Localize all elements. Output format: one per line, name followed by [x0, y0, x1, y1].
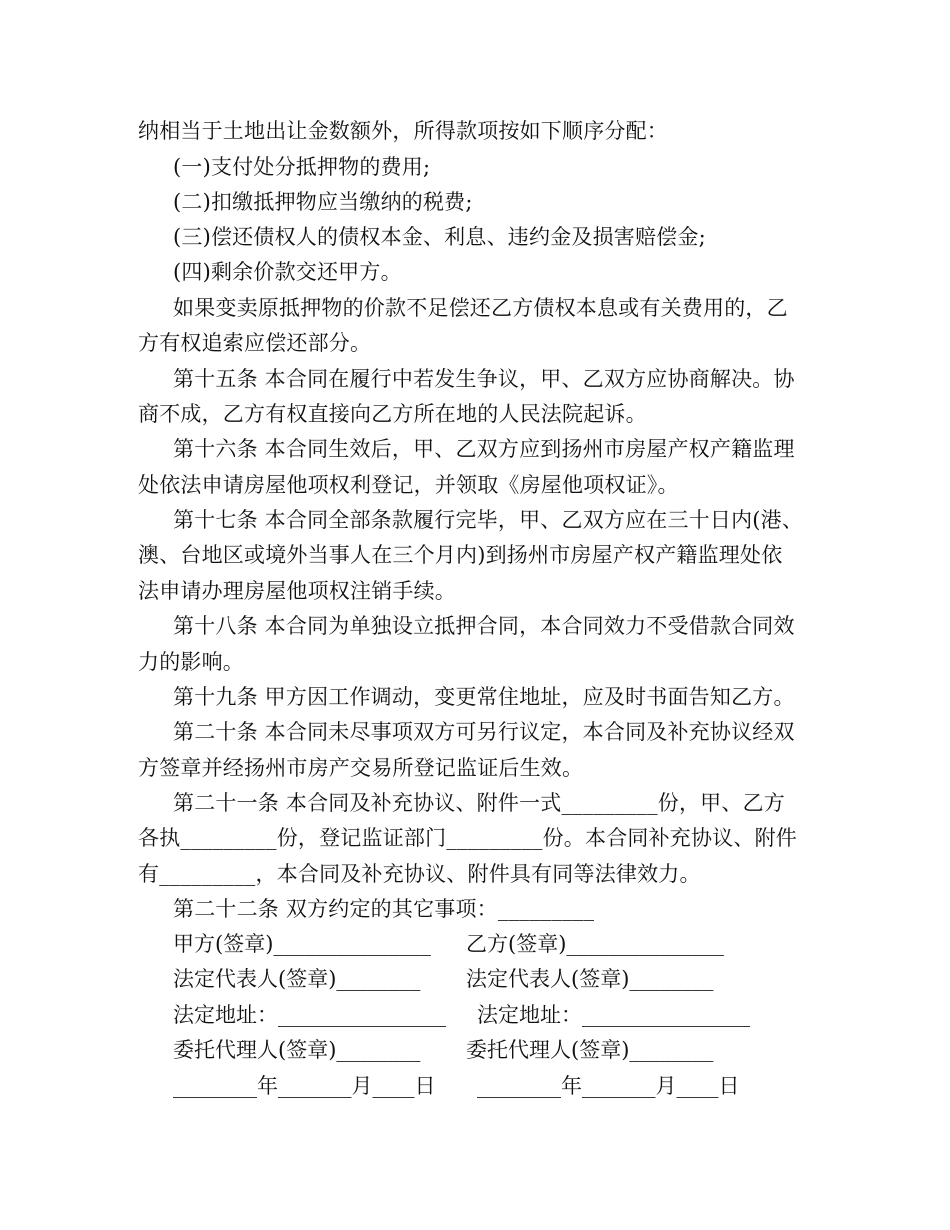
text-line: 如果变卖原抵押物的价款不足偿还乙方债权本息或有关费用的，乙: [173, 296, 788, 320]
text-line: 第二十条 本合同未尽事项双方可另行议定，本合同及补充协议经双: [173, 720, 795, 744]
legal-address-a-line: 法定地址：________________: [173, 1003, 446, 1027]
text-line: (三)偿还债权人的债权本金、利息、违约金及损害赔偿金;: [173, 225, 706, 249]
text-line: (四)剩余价款交还甲方。: [173, 260, 402, 284]
date-a-line: ________年_______月____日: [173, 1074, 436, 1098]
legal-rep-a-signature-line: 法定代表人(签章)________: [173, 967, 421, 991]
text-line: 纳相当于土地出让金数额外，所得款项按如下顺序分配：: [138, 119, 668, 143]
text-line: 有_________，本合同及补充协议、附件具有同等法律效力。: [138, 862, 701, 886]
text-line: 第十六条 本合同生效后，甲、乙双方应到扬州市房屋产权产籍监理: [173, 437, 795, 461]
party-b-signature-line: 乙方(签章)_______________: [466, 932, 724, 956]
text-line: 第十八条 本合同为单独设立抵押合同，本合同效力不受借款合同效: [173, 614, 795, 638]
text-line: 各执_________份，登记监证部门_________份。本合同补充协议、附件: [138, 826, 797, 850]
text-line: 商不成，乙方有权直接向乙方所在地的人民法院起诉。: [138, 402, 647, 426]
text-line: (一)支付处分抵押物的费用;: [173, 155, 431, 179]
text-line: 方签章并经扬州市房产交易所登记监证后生效。: [138, 756, 584, 780]
text-line: 方有权追索应偿还部分。: [138, 331, 372, 355]
text-line: (二)扣缴抵押物应当缴纳的税费;: [173, 190, 473, 214]
text-line: 第十五条 本合同在履行中若发生争议，甲、乙双方应协商解决。协: [173, 367, 795, 391]
text-line: 第二十一条 本合同及补充协议、附件一式_________份，甲、乙方: [173, 791, 785, 815]
text-line: 法申请办理房屋他项权注销手续。: [138, 579, 456, 603]
party-a-signature-line: 甲方(签章)_______________: [173, 932, 431, 956]
text-line: 澳、台地区或境外当事人在三个月内)到扬州市房屋产权产籍监理处依: [138, 543, 783, 567]
text-line: 第二十二条 双方约定的其它事项：_________: [173, 897, 595, 921]
agent-b-signature-line: 委托代理人(签章)________: [466, 1038, 714, 1062]
text-line: 第十九条 甲方因工作调动，变更常住地址，应及时书面告知乙方。: [173, 685, 795, 709]
date-b-line: ________年_______月____日: [477, 1074, 740, 1098]
text-line: 第十七条 本合同全部条款履行完毕，甲、乙双方应在三十日内(港、: [173, 508, 804, 532]
text-line: 力的影响。: [138, 650, 244, 674]
legal-rep-b-signature-line: 法定代表人(签章)________: [466, 967, 714, 991]
legal-address-b-line: 法定地址：________________: [477, 1003, 750, 1027]
agent-a-signature-line: 委托代理人(签章)________: [173, 1038, 421, 1062]
text-line: 处依法申请房屋他项权利登记，并领取《房屋他项权证》。: [138, 473, 679, 497]
